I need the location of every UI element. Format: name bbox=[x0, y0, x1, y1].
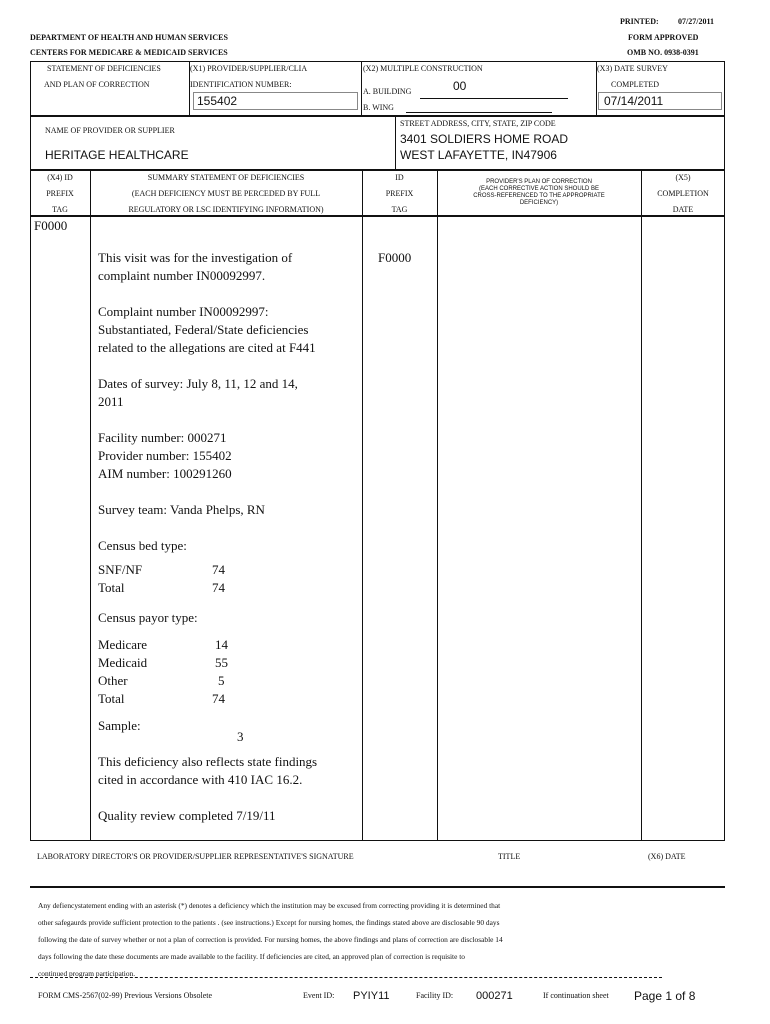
survey-completed-date: 07/14/2011 bbox=[604, 94, 664, 108]
summary-header-3: REGULATORY OR LSC IDENTIFYING INFORMATION) bbox=[128, 205, 324, 214]
sample-value: 3 bbox=[237, 729, 244, 744]
facility-id-label: Facility ID: bbox=[416, 991, 454, 1000]
payor-medicare-label: Medicare bbox=[98, 637, 148, 652]
disclaimer-line: other safegaurds provide sufficient protection to the patients . (see instructions.) Except for nursing homes, the findings stated above are disclosable 90 days bbox=[38, 918, 500, 927]
x5-header-3: DATE bbox=[672, 205, 694, 214]
census-bed-snf-value: 74 bbox=[212, 562, 225, 577]
summary-header-2: (EACH DEFICIENCY MUST BE PERCEDED BY FULL bbox=[131, 189, 321, 198]
payor-medicaid-value: 55 bbox=[215, 655, 228, 670]
address-line-1: 3401 SOLDIERS HOME ROAD bbox=[400, 132, 569, 146]
right-tag: F0000 bbox=[378, 250, 412, 265]
narrative-line bbox=[98, 735, 317, 753]
title-label: TITLE bbox=[498, 852, 521, 861]
narrative-line: Census bed type: bbox=[98, 538, 187, 553]
building-label: A. BUILDING bbox=[363, 87, 412, 96]
id-header-3: TAG bbox=[391, 205, 408, 214]
left-tag: F0000 bbox=[34, 218, 68, 233]
disclaimer-line: following the date of survey whether or not a plan of correction is provided. For nursing homes, the above findings and plans of correction are disclosable 14 bbox=[38, 935, 503, 944]
facility-id-value: 000271 bbox=[476, 990, 513, 1002]
id-header-2: PREFIX bbox=[385, 189, 414, 198]
printed-date: 07/27/2011 bbox=[678, 17, 715, 26]
continuation-label: If continuation sheet bbox=[543, 991, 609, 1000]
x3-label: (X3) DATE SURVEY bbox=[597, 64, 668, 73]
narrative-line: related to the allegations are cited at F441 bbox=[98, 340, 316, 355]
narrative-line: Survey team: Vanda Phelps, RN bbox=[98, 502, 265, 517]
signature-label: LABORATORY DIRECTOR'S OR PROVIDER/SUPPLIER REPRESENTATIVE'S SIGNATURE bbox=[37, 852, 354, 861]
payor-medicare-value: 14 bbox=[215, 637, 228, 652]
x4-header-3: TAG bbox=[52, 205, 68, 214]
plan-header-4: DEFICIENCY) bbox=[519, 200, 559, 206]
event-id-label: Event ID: bbox=[303, 991, 335, 1000]
narrative-line: complaint number IN00092997. bbox=[98, 268, 266, 283]
x2-label: (X2) MULTIPLE CONSTRUCTION bbox=[363, 64, 483, 73]
wing-label: B. WING bbox=[363, 103, 394, 112]
payor-other-value: 5 bbox=[218, 673, 225, 688]
narrative-line bbox=[98, 591, 317, 609]
narrative-line: cited in accordance with 410 IAC 16.2. bbox=[98, 772, 303, 787]
narrative-line bbox=[98, 699, 317, 717]
page-number: Page 1 of 8 bbox=[634, 989, 696, 1003]
statement-label-2: AND PLAN OF CORRECTION bbox=[44, 80, 150, 89]
plan-header-3: CROSS-REFERENCED TO THE APPROPRIATE bbox=[473, 193, 605, 199]
x1-label-2: IDENTIFICATION NUMBER: bbox=[190, 80, 292, 89]
department-name: DEPARTMENT OF HEALTH AND HUMAN SERVICES bbox=[30, 33, 228, 42]
census-bed-total-value: 74 bbox=[212, 580, 225, 595]
x5-header: (X5) bbox=[675, 173, 691, 182]
event-id-value: PYIY11 bbox=[353, 990, 390, 1002]
address-line-2: WEST LAFAYETTE, IN47906 bbox=[400, 148, 557, 162]
narrative-line: Dates of survey: July 8, 11, 12 and 14, bbox=[98, 376, 298, 391]
narrative-line: 2011 bbox=[98, 394, 124, 409]
omb-number: OMB NO. 0938-0391 bbox=[627, 48, 699, 57]
x3-label-2: COMPLETED bbox=[611, 80, 659, 89]
form-number: FORM CMS-2567(02-99) Previous Versions Obsolete bbox=[38, 991, 213, 1000]
narrative-line: Facility number: 000271 bbox=[98, 430, 227, 445]
x1-label: (X1) PROVIDER/SUPPLIER/CLIA bbox=[190, 64, 308, 73]
provider-name-label: NAME OF PROVIDER OR SUPPLIER bbox=[45, 126, 175, 135]
narrative-line bbox=[98, 285, 317, 303]
narrative-line: Quality review completed 7/19/11 bbox=[98, 808, 276, 823]
narrative-line bbox=[98, 789, 317, 807]
payor-medicaid-label: Medicaid bbox=[98, 655, 148, 670]
narrative-line: Provider number: 155402 bbox=[98, 448, 232, 463]
x5-header-2: COMPLETION bbox=[657, 189, 709, 198]
payor-total-label: Total bbox=[98, 691, 125, 706]
narrative-line: Sample: bbox=[98, 718, 141, 733]
printed-label: PRINTED: bbox=[620, 17, 659, 26]
address-label: STREET ADDRESS, CITY, STATE, ZIP CODE bbox=[400, 119, 556, 128]
plan-header: PROVIDER'S PLAN OF CORRECTION bbox=[486, 179, 592, 185]
narrative-line: This visit was for the investigation of bbox=[98, 250, 293, 265]
disclaimer-line: Any defiencystatement ending with an asterisk (*) denotes a deficiency which the institution may be excused from correcting providing it is determined that bbox=[38, 901, 501, 910]
census-bed-total-label: Total bbox=[98, 580, 125, 595]
disclaimer-line: days following the date these documents are made available to the facility. If deficiencies are cited, an approved plan of correction is requisite to bbox=[38, 952, 465, 961]
plan-header-2: (EACH CORRECTIVE ACTION SHOULD BE bbox=[478, 186, 600, 192]
narrative-line bbox=[98, 411, 317, 429]
centers-name: CENTERS FOR MEDICARE & MEDICAID SERVICES bbox=[30, 48, 228, 57]
narrative-line: AIM number: 100291260 bbox=[98, 466, 232, 481]
narrative-line: Census payor type: bbox=[98, 610, 198, 625]
disclaimer-line: continued program participation. bbox=[38, 969, 136, 978]
date-label: (X6) DATE bbox=[648, 852, 686, 861]
id-header: ID bbox=[395, 173, 404, 182]
narrative-line: Complaint number IN00092997: bbox=[98, 304, 269, 319]
narrative-line bbox=[98, 681, 317, 699]
provider-name: HERITAGE HEALTHCARE bbox=[45, 148, 189, 162]
disclaimer-text bbox=[38, 897, 503, 982]
deficiency-narrative bbox=[98, 249, 317, 825]
narrative-line: This deficiency also reflects state findings bbox=[98, 754, 318, 769]
statement-label: STATEMENT OF DEFICIENCIES bbox=[47, 64, 161, 73]
x4-header-2: PREFIX bbox=[46, 189, 74, 198]
form-approved: FORM APPROVED bbox=[628, 33, 699, 42]
payor-other-label: Other bbox=[98, 673, 128, 688]
summary-header: SUMMARY STATEMENT OF DEFICIENCIES bbox=[147, 173, 305, 182]
census-bed-snf-label: SNF/NF bbox=[98, 562, 143, 577]
payor-total-value: 74 bbox=[212, 691, 225, 706]
narrative-line bbox=[98, 483, 317, 501]
building-value: 00 bbox=[453, 79, 467, 93]
narrative-line: Substantiated, Federal/State deficiencies bbox=[98, 322, 309, 337]
narrative-line bbox=[98, 519, 317, 537]
provider-number: 155402 bbox=[197, 94, 238, 108]
x4-header: (X4) ID bbox=[47, 173, 73, 182]
narrative-line bbox=[98, 357, 317, 375]
